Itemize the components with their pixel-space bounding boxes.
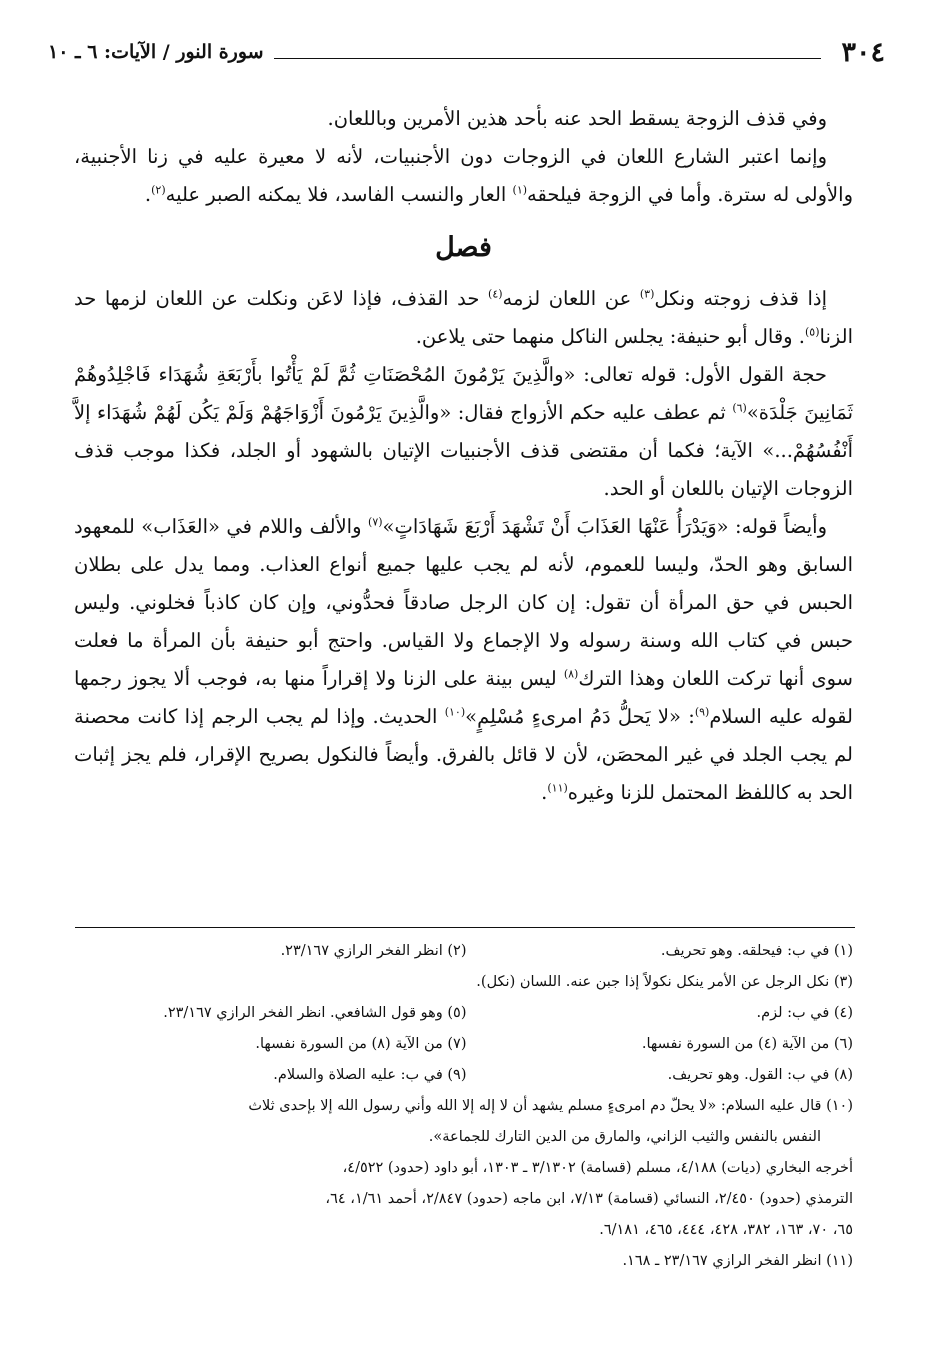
intro-paragraph-1: وفي قذف الزوجة يسقط الحد عنه بأحد هذين الأمرين وباللعان. (327, 107, 827, 130)
footnote-ref[interactable]: (٥) (804, 325, 820, 339)
footnote-5: (٥) وهو قول الشافعي. انظر الفخر الرازي ٢٣/١٦٧. (163, 1005, 467, 1021)
page-header (48, 30, 885, 74)
fasl-paragraph-1: إذا قذف زوجته ونكل$^{(٣)}$ عن اللعان لزمه$^{(٤)}$ حد القذف، فإذا لاعَن ونكلت عن اللعان لزمها حد الزنا$^{(٥)}$. وقال أبو حنيفة: يجلس الناكل منهما حتى يلاعن. (74, 287, 853, 348)
footnote-7: (٧) من الآية (٨) من السورة نفسها. (255, 1036, 467, 1052)
footnote-11: (١١) انظر الفخر الرازي ٢٣/١٦٧ ـ ١٦٨. (622, 1253, 853, 1269)
footnote-ref[interactable]: (٧) (368, 515, 383, 529)
footnote-row (80, 998, 853, 1029)
footnote-ref[interactable]: (١١) (547, 781, 568, 795)
footnote-row (80, 936, 853, 967)
footnote-rule (75, 927, 855, 928)
page-number: ٣٠٤ (841, 36, 885, 68)
footnote-1: (١) في ب: فيحلقه. وهو تحريف. (660, 943, 853, 959)
footnote-row (80, 1029, 853, 1060)
footnote-4: (٤) في ب: لزم. (756, 1005, 853, 1021)
footnotes (80, 936, 853, 1277)
footnote-10-sources: ٦٥، ٧٠، ١٦٣، ٣٨٢، ٤٢٨، ٤٤٤، ٤٦٥، ٦/١٨١. (599, 1222, 853, 1238)
running-title: سورة النور / الآيات: ٦ ـ ١٠ (48, 41, 264, 63)
footnote-row (80, 1060, 853, 1091)
footnote-10-sources: أخرجه البخاري (ديات) ٤/١٨٨، مسلم (قسامة) ٣/١٣٠٢ ـ ١٣٠٣، أبو داود (حدود) ٤/٥٢٢، (342, 1160, 853, 1176)
footnote-ref[interactable]: (٨) (563, 667, 579, 681)
fasl-paragraph-3: وأيضاً قوله: «وَيَدْرَأُ عَنْهَا العَذَابَ أَنْ تَشْهَدَ أَرْبَعَ شَهَادَاتٍ»$^{(٧)}$ والألف واللام في «العَذَاب» للمعهود السابق وهو الحدّ، وليسا للعموم، لأنه لم يجب عليها جميع أنواع العذاب. ومما يدل على بطلان الحبس في حق المرأة أن تقول: إن كان الرجل صادقاً فحدُّوني، وإن كان كاذباً فخلوني. وليس حبس في كتاب الله وسنة رسوله ولا الإجماع ولا القياس. واحتج أبو حنيفة بأن المرأة ما فعلت سوى أنها تركت اللعان وهذا الترك$^{(٨)}$ ليس بينة على الزنا ولا إقراراً منها به، فوجب ألا يجوز رجمها لقوله عليه السلام$^{(٩)}$: «لا يَحلُّ دَمُ امرىءٍ مُسْلِمٍ»$^{(١٠)}$ الحديث. وإذا لم يجب الرجم إذا كانت محصنة لم يجب الجلد في غير المحصَن، لأن لا قائل بالفرق. وأيضاً فالنكول بصريح الإقرار، فلم يجز إثبات الحد به كاللفظ المحتمل للزنا وغيره$^{(١١)}$. (74, 515, 853, 804)
section-title: فصل (435, 232, 492, 263)
footnote-10-continuation: النفس بالنفس والثيب الزاني، والمارق من الدين التارك للجماعة». (428, 1129, 821, 1145)
footnote-3: (٣) نكل الرجل عن الأمر ينكل نكولاً إذا جبن عنه. اللسان (نكل). (476, 974, 853, 990)
fasl-paragraph-2: حجة القول الأول: قوله تعالى: «والَّذِينَ يَرْمُونَ المُحْصَنَاتِ ثُمَّ لَمْ يَأْتُوا بأَرْبَعَةِ شُهَدَاء فَاجْلِدُوهُمْ ثَمَانِينَ جَلْدَة»$^{(٦)}$ ثم عطف عليه حكم الأزواج فقال: «والَّذِينَ يَرْمُونَ أَزْوَاجَهُمْ وَلَمْ يَكُن لَهُمْ شُهَدَاء إلاَّ أَنْفُسُهُمْ...» الآية؛ فكما أن مقتضى قذف الأجنبيات الإتيان بالشهود أو الجلد، فكذا موجب قذف الزوجات الإتيان باللعان أو الحد. (74, 363, 853, 500)
footnote-ref[interactable]: (٣) (639, 287, 655, 301)
footnote-8: (٨) في ب: القول. وهو تحريف. (667, 1067, 853, 1083)
footnote-9: (٩) في ب: عليه الصلاة والسلام. (273, 1067, 467, 1083)
footnote-ref[interactable]: (١) (512, 183, 528, 197)
footnote-10: (١٠) قال عليه السلام: «لا يحلّ دم امرىءٍ مسلم يشهد أن لا إله إلا الله وأني رسول الله إلا بإحدى ثلاث (248, 1098, 853, 1114)
footnote-ref[interactable]: (٦) (732, 401, 747, 415)
intro-paragraph-2: وإنما اعتبر الشارع اللعان في الزوجات دون الأجنبيات، لأنه لا معيرة عليه في زنا الأجنبية، والأولى له سترة. وأما في الزوجة فيلحقه$^{(١)}$ العار والنسب الفاسد، فلا يمكنه الصبر عليه$^{(٢)}$. (74, 145, 853, 206)
footnote-10-sources: الترمذي (حدود) ٢/٤٥٠، النسائي (قسامة) ٧/١٣، ابن ماجه (حدود) ٢/٨٤٧، أحمد ١/٦١، ٦٤، (325, 1191, 853, 1207)
footnote-ref[interactable]: (١٠) (444, 705, 466, 719)
header-rule (274, 58, 822, 59)
footnote-ref[interactable]: (٤) (488, 287, 503, 301)
footnote-ref[interactable]: (٩) (694, 705, 710, 719)
footnote-6: (٦) من الآية (٤) من السورة نفسها. (641, 1036, 853, 1052)
footnote-ref[interactable]: (٢) (151, 183, 166, 197)
main-text (74, 100, 853, 812)
footnote-2: (٢) انظر الفخر الرازي ٢٣/١٦٧. (280, 943, 467, 959)
